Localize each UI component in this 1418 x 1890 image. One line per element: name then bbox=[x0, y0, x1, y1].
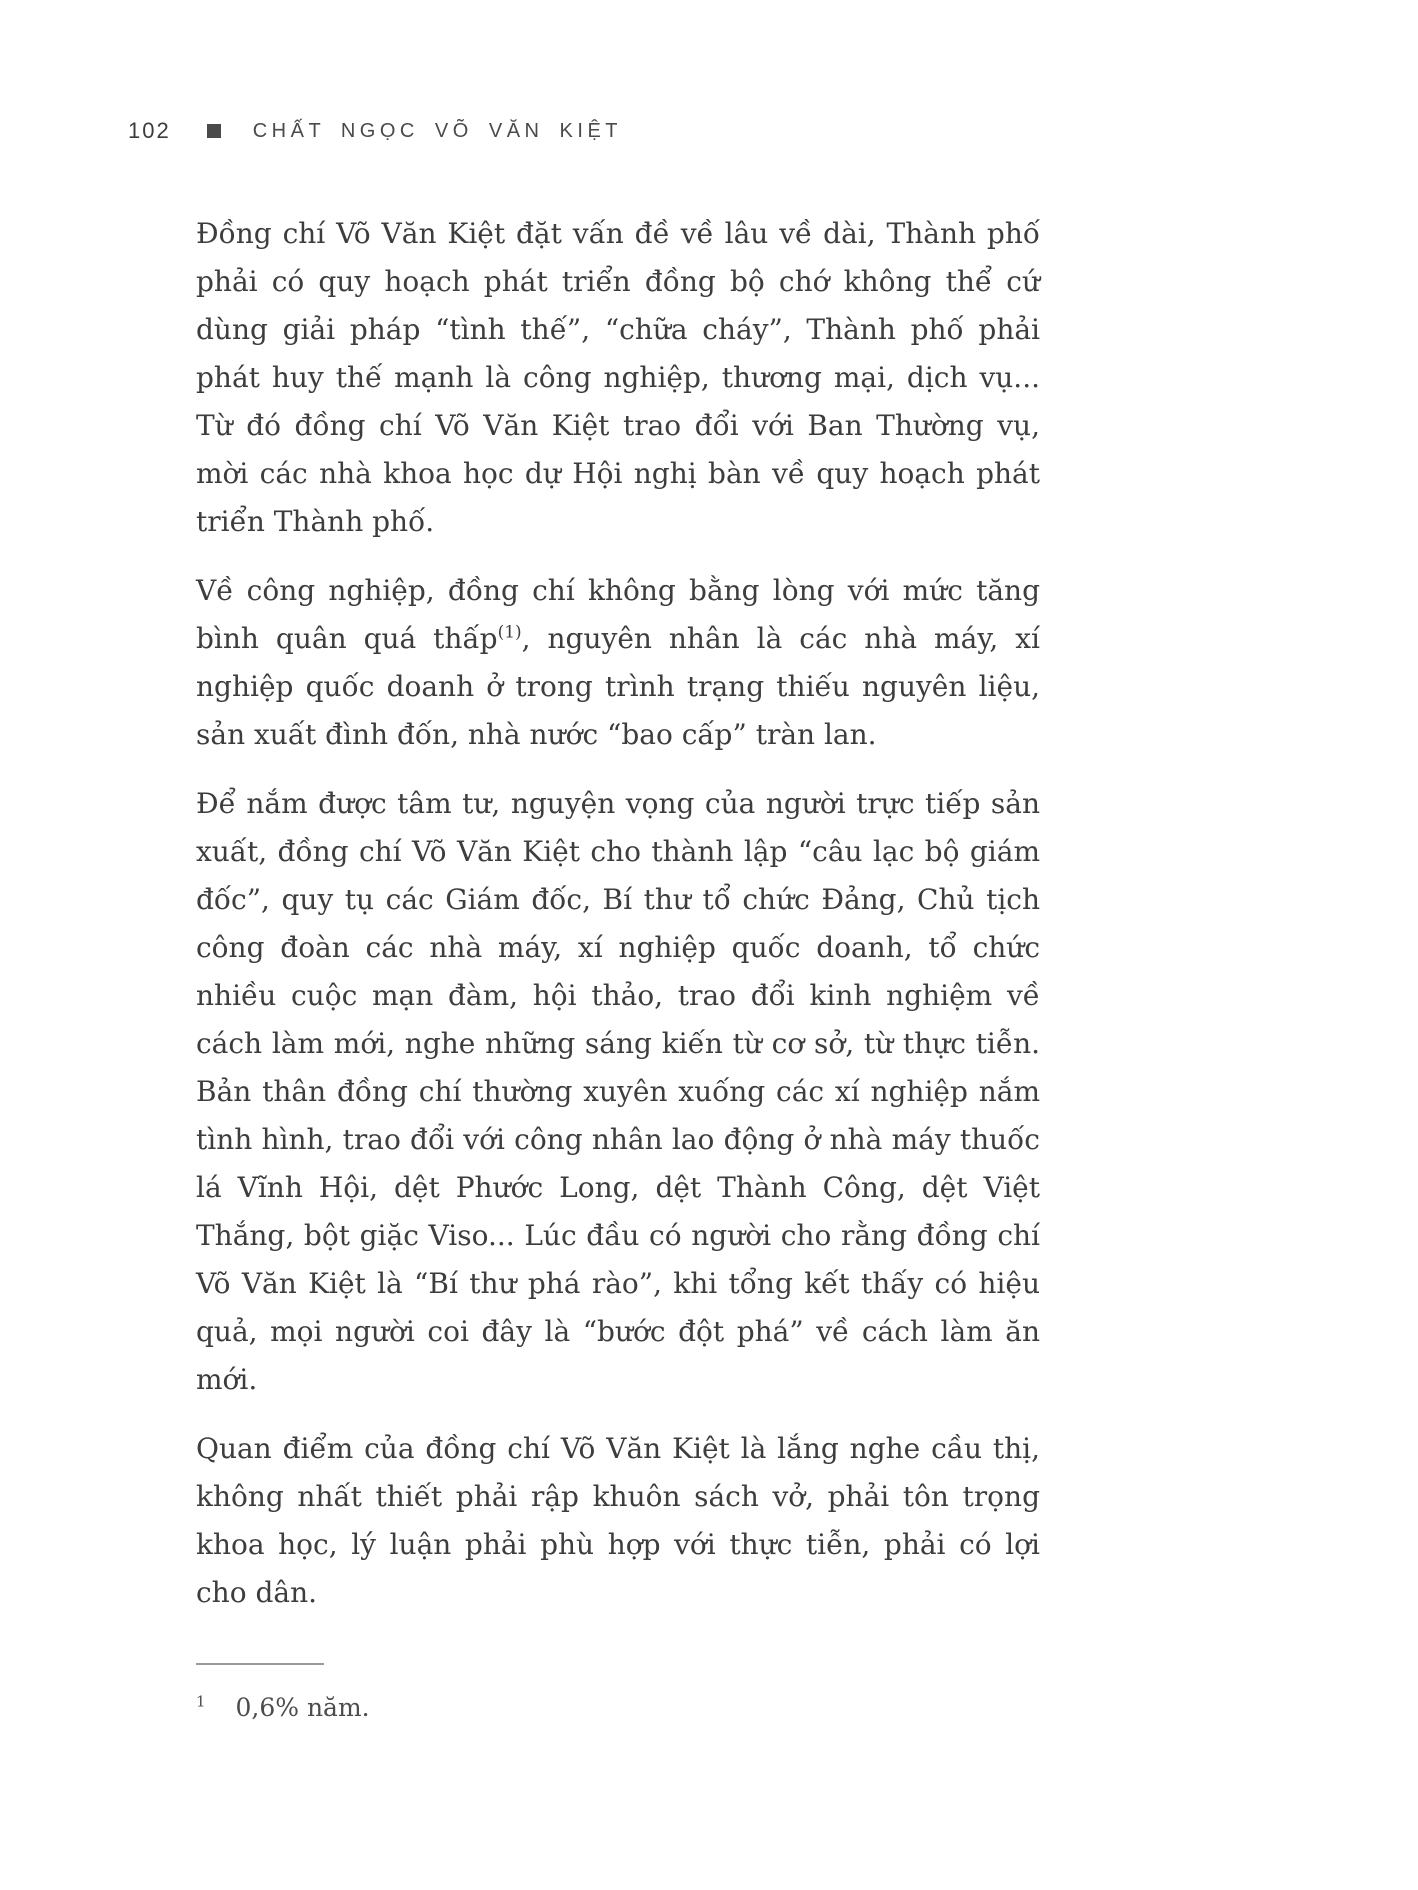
footnote-text: 0,6% năm. bbox=[235, 1693, 370, 1722]
paragraph-3: Để nắm được tâm tư, nguyện vọng của người trực tiếp sản xuất, đồng chí Võ Văn Kiệt cho thành lập “câu lạc bộ giám đốc”, quy tụ các Giám đốc, Bí thư tổ chức Đảng, Chủ tịch công đoàn các nhà máy, xí nghiệp quốc doanh, tổ chức nhiều cuộc mạn đàm, hội thảo, trao đổi kinh nghiệm về cách làm mới, nghe những sáng kiến từ cơ sở, từ thực tiễn. Bản thân đồng chí thường xuyên xuống các xí nghiệp nắm tình hình, trao đổi với công nhân lao động ở nhà máy thuốc lá Vĩnh Hội, dệt Phước Long, dệt Thành Công, dệt Việt Thắng, bột giặc Viso... Lúc đầu có người cho rằng đồng chí Võ Văn Kiệt là “Bí thư phá rào”, khi tổng kết thấy có hiệu quả, mọi người coi đây là “bước đột phá” về cách làm ăn mới. bbox=[196, 787, 1040, 1396]
paragraph-1: Đồng chí Võ Văn Kiệt đặt vấn đề về lâu về dài, Thành phố phải có quy hoạch phát triển đồng bộ chớ không thể cứ dùng giải pháp “tình thế”, “chữa cháy”, Thành phố phải phát huy thế mạnh là công nghiệp, thương mại, dịch vụ... Từ đó đồng chí Võ Văn Kiệt trao đổi với Ban Thường vụ, mời các nhà khoa học dự Hội nghị bàn về quy hoạch phát triển Thành phố. bbox=[196, 217, 1040, 538]
body-text-column bbox=[196, 210, 1040, 1725]
paragraph-2-text-after: , nguyên nhân là các nhà máy, xí nghiệp quốc doanh ở trong trình trạng thiếu nguyên liệu, sản xuất đình đốn, nhà nước “bao cấp” tràn lan. bbox=[196, 622, 1040, 751]
running-header-title: CHẤT NGỌC VÕ VĂN KIỆT bbox=[252, 119, 622, 142]
footnote-divider bbox=[196, 1663, 324, 1665]
footnote bbox=[196, 1691, 1040, 1725]
paragraph-2-text-before: Về công nghiệp, đồng chí không bằng lòng với mức tăng bình quân quá thấp bbox=[196, 574, 1040, 655]
paragraph-4: Quan điểm của đồng chí Võ Văn Kiệt là lắng nghe cầu thị, không nhất thiết phải rập khuôn sách vở, phải tôn trọng khoa học, lý luận phải phù hợp với thực tiễn, phải có lợi cho dân. bbox=[196, 1432, 1040, 1609]
footnote-reference: (1) bbox=[497, 622, 522, 643]
running-header bbox=[128, 118, 622, 144]
paragraph-2 bbox=[196, 567, 1040, 759]
page-number: 102 bbox=[128, 118, 171, 143]
square-bullet-icon bbox=[207, 124, 221, 138]
footnote-area bbox=[196, 1663, 1040, 1725]
footnote-marker: 1 bbox=[196, 1692, 206, 1711]
